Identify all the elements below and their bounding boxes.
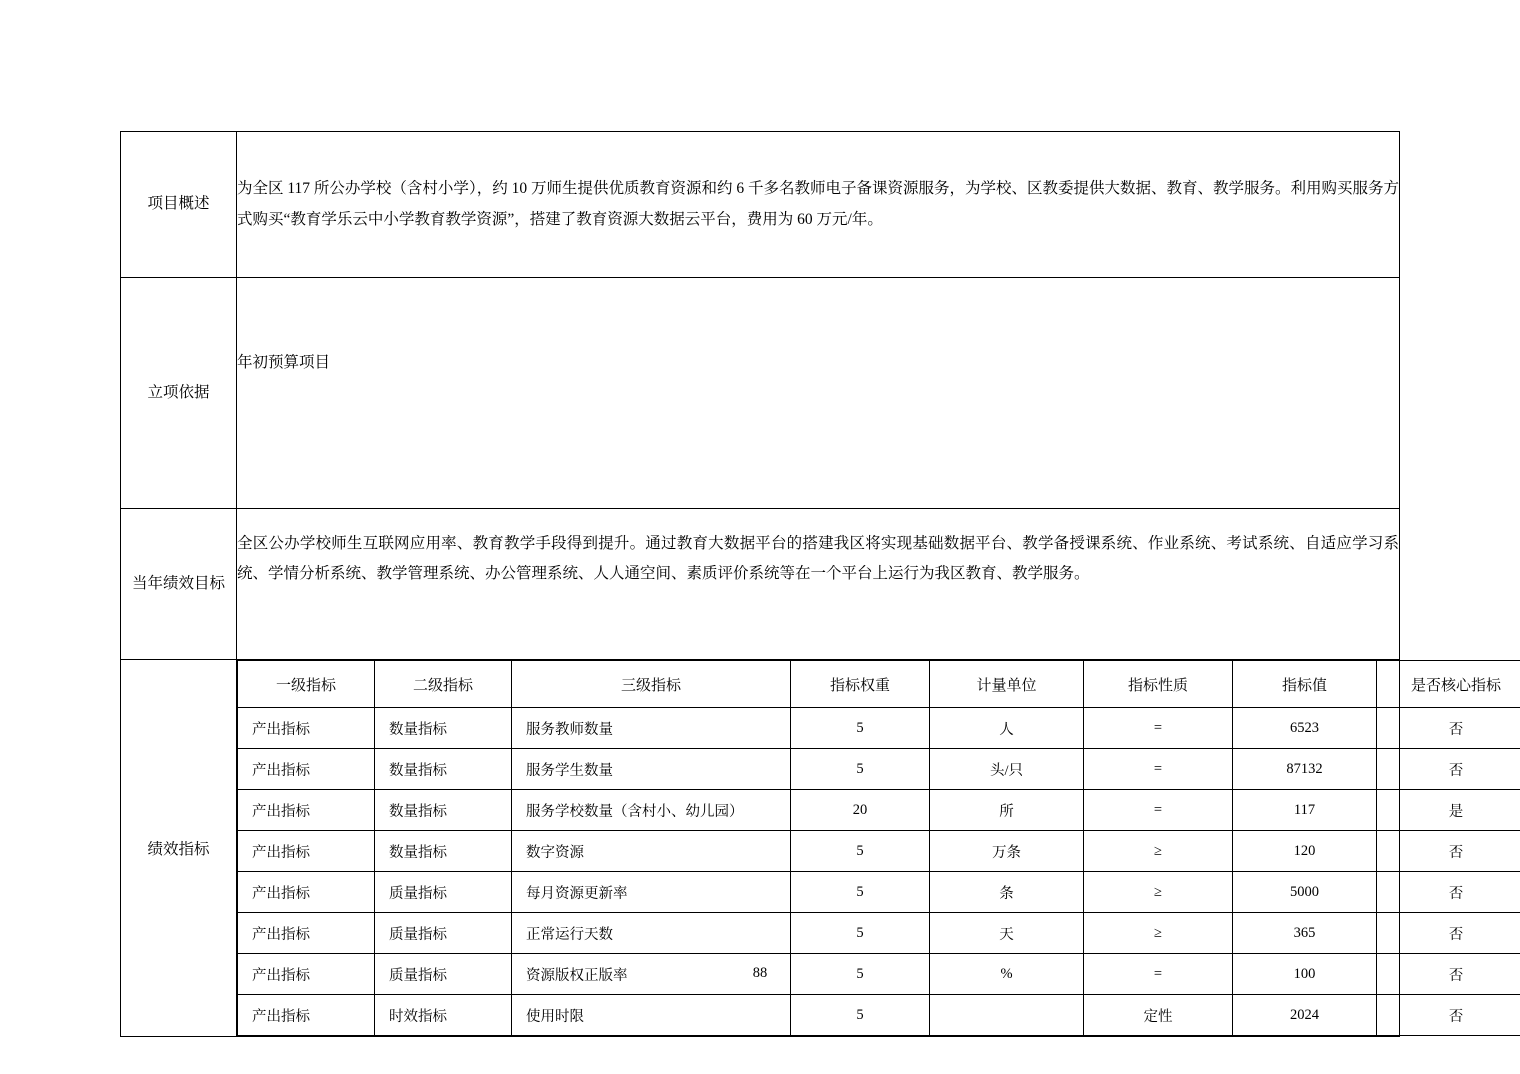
- cell-nature: =: [1084, 749, 1233, 790]
- cell-core: 否: [1377, 995, 1520, 1036]
- row-label-annual-goal: 当年绩效目标: [121, 509, 237, 660]
- cell-level1: 产出指标: [238, 995, 375, 1036]
- cell-level1: 产出指标: [238, 790, 375, 831]
- cell-weight: 5: [791, 913, 930, 954]
- cell-level1: 产出指标: [238, 872, 375, 913]
- cell-unit: 人: [930, 708, 1084, 749]
- cell-level2: 质量指标: [375, 954, 512, 995]
- column-header-nature: 指标性质: [1084, 661, 1233, 708]
- row-content-annual-goal: 全区公办学校师生互联网应用率、教育教学手段得到提升。通过教育大数据平台的搭建我区将实现基础数据平台、教学备授课系统、作业系统、考试系统、自适应学习系统、学情分析系统、教学管理系统、办公管理系统、人人通空间、素质评价系统等在一个平台上运行为我区教育、教学服务。: [237, 509, 1400, 660]
- cell-level2: 质量指标: [375, 872, 512, 913]
- cell-weight: 5: [791, 708, 930, 749]
- cell-level1: 产出指标: [238, 954, 375, 995]
- column-header-level1: 一级指标: [238, 661, 375, 708]
- cell-weight: 5: [791, 995, 930, 1036]
- row-label-performance-indicators: 绩效指标: [121, 660, 237, 1037]
- column-header-weight: 指标权重: [791, 661, 930, 708]
- table-row: [238, 872, 1520, 913]
- cell-nature: 定性: [1084, 995, 1233, 1036]
- table-row: [238, 749, 1520, 790]
- cell-level2: 质量指标: [375, 913, 512, 954]
- cell-level2: 数量指标: [375, 831, 512, 872]
- column-header-level3: 三级指标: [512, 661, 791, 708]
- cell-level3: 使用时限: [512, 995, 791, 1036]
- cell-level2: 数量指标: [375, 708, 512, 749]
- column-header-core: 是否核心指标: [1377, 661, 1520, 708]
- cell-level2: 时效指标: [375, 995, 512, 1036]
- cell-unit: 万条: [930, 831, 1084, 872]
- budget-performance-table: [120, 131, 1501, 1037]
- cell-value: 365: [1233, 913, 1377, 954]
- column-header-unit: 计量单位: [930, 661, 1084, 708]
- cell-value: 87132: [1233, 749, 1377, 790]
- table-header-row: [238, 661, 1520, 708]
- cell-core: 否: [1377, 872, 1520, 913]
- table-row: [238, 790, 1520, 831]
- cell-unit: 条: [930, 872, 1084, 913]
- table-row: [238, 708, 1520, 749]
- cell-weight: 5: [791, 831, 930, 872]
- cell-level1: 产出指标: [238, 831, 375, 872]
- cell-weight: 20: [791, 790, 930, 831]
- row-label-project-basis: 立项依据: [121, 278, 237, 509]
- cell-level3: 每月资源更新率: [512, 872, 791, 913]
- cell-value: 5000: [1233, 872, 1377, 913]
- cell-core: 否: [1377, 831, 1520, 872]
- cell-core: 否: [1377, 749, 1520, 790]
- row-content-project-overview: 为全区 117 所公办学校（含村小学），约 10 万师生提供优质教育资源和约 6 千多名教师电子备课资源服务，为学校、区教委提供大数据、教育、教学服务。利用购买服务方式购买“教育学乐云中小学教育教学资源”，搭建了教育资源大数据云平台，费用为 60 万元/年。: [237, 132, 1400, 278]
- row-content-project-basis: 年初预算项目: [237, 278, 1400, 509]
- cell-level1: 产出指标: [238, 708, 375, 749]
- cell-value: 117: [1233, 790, 1377, 831]
- cell-level1: 产出指标: [238, 749, 375, 790]
- row-label-project-overview: 项目概述: [121, 132, 237, 278]
- table-row-project-basis: [121, 278, 1400, 509]
- cell-core: 否: [1377, 913, 1520, 954]
- cell-unit: %: [930, 954, 1084, 995]
- table-row-annual-goal: [121, 509, 1400, 660]
- cell-nature: ≥: [1084, 872, 1233, 913]
- table-row: [238, 995, 1520, 1036]
- cell-nature: ≥: [1084, 831, 1233, 872]
- cell-level3: 数字资源: [512, 831, 791, 872]
- cell-value: 6523: [1233, 708, 1377, 749]
- cell-level2: 数量指标: [375, 790, 512, 831]
- cell-level3: 服务教师数量: [512, 708, 791, 749]
- cell-core: 否: [1377, 708, 1520, 749]
- cell-unit: 天: [930, 913, 1084, 954]
- cell-nature: =: [1084, 954, 1233, 995]
- cell-core: 否: [1377, 954, 1520, 995]
- table-row: [238, 913, 1520, 954]
- column-header-level2: 二级指标: [375, 661, 512, 708]
- cell-unit: 头/只: [930, 749, 1084, 790]
- page-number: 88: [752, 965, 768, 981]
- table-row-project-overview: [121, 132, 1400, 278]
- cell-level3: 正常运行天数: [512, 913, 791, 954]
- cell-level3: 服务学生数量: [512, 749, 791, 790]
- cell-unit: 所: [930, 790, 1084, 831]
- cell-nature: ≥: [1084, 913, 1233, 954]
- cell-weight: 5: [791, 954, 930, 995]
- cell-level3: 资源版权正版率: [512, 954, 791, 995]
- cell-nature: =: [1084, 708, 1233, 749]
- table-row: [238, 831, 1520, 872]
- column-header-value: 指标值: [1233, 661, 1377, 708]
- cell-weight: 5: [791, 872, 930, 913]
- cell-level2: 数量指标: [375, 749, 512, 790]
- cell-level3: 服务学校数量（含村小、幼儿园）: [512, 790, 791, 831]
- cell-value: 2024: [1233, 995, 1377, 1036]
- cell-core: 是: [1377, 790, 1520, 831]
- cell-unit: [930, 995, 1084, 1036]
- cell-value: 100: [1233, 954, 1377, 995]
- cell-level1: 产出指标: [238, 913, 375, 954]
- cell-nature: =: [1084, 790, 1233, 831]
- cell-value: 120: [1233, 831, 1377, 872]
- cell-weight: 5: [791, 749, 930, 790]
